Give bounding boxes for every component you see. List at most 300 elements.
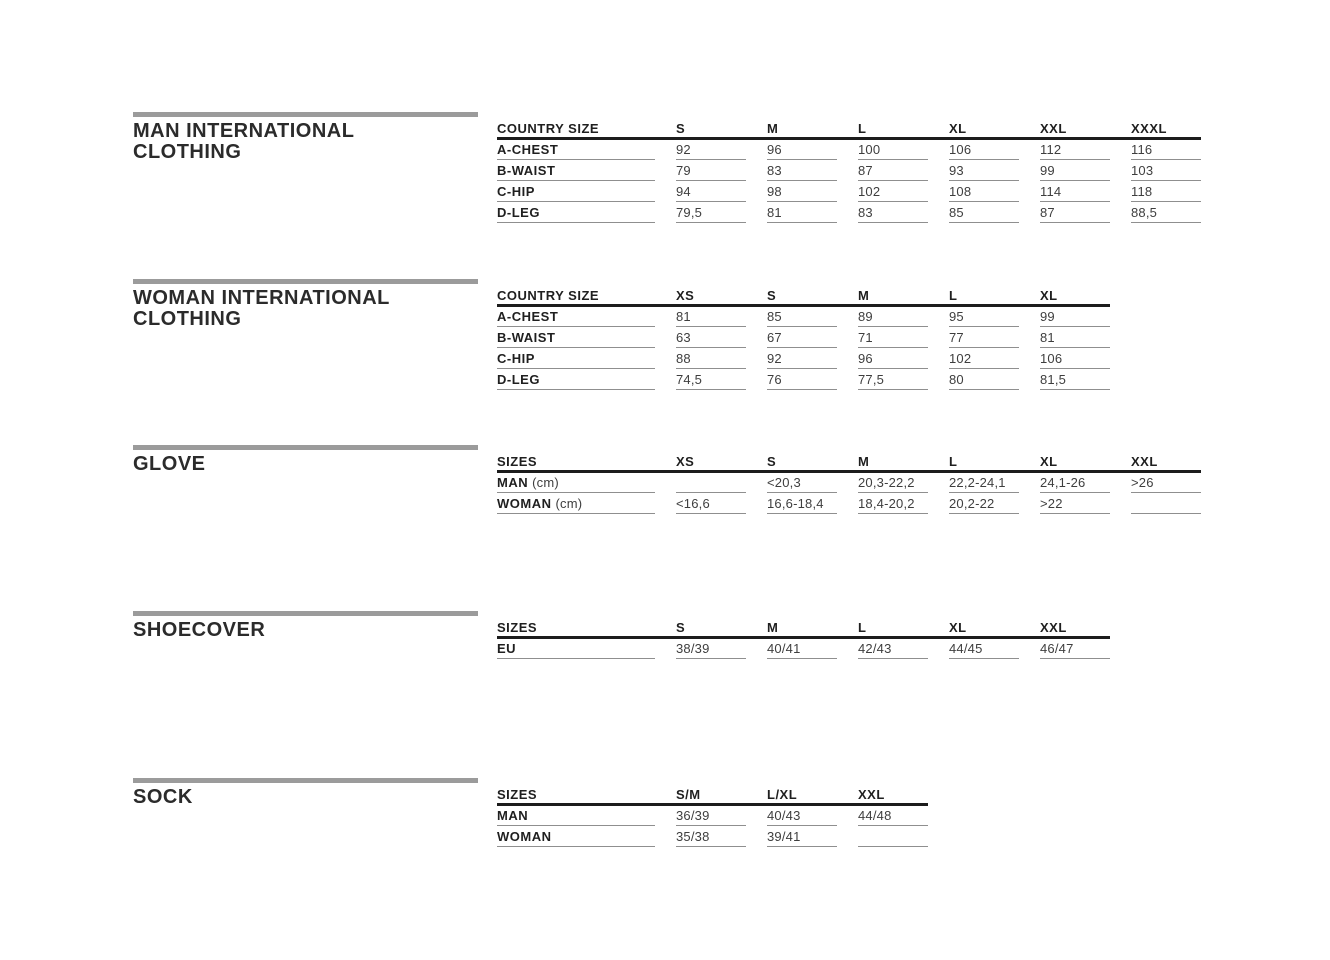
cell-value: 77	[949, 330, 964, 345]
cell-underline	[858, 180, 928, 181]
table-header-row	[497, 454, 1222, 470]
column-header: S	[767, 454, 777, 469]
table-cell	[676, 205, 767, 226]
table-cell	[767, 205, 858, 226]
cell-underline	[1040, 159, 1110, 160]
table-cell	[858, 351, 949, 372]
table-cell	[767, 808, 858, 829]
table-cell	[767, 641, 858, 662]
row-label: B-WAIST	[497, 163, 556, 178]
cell-underline	[676, 389, 746, 390]
cell-underline	[767, 658, 837, 659]
table-header-row	[497, 620, 1131, 636]
column-header: L	[858, 620, 867, 635]
cell-value: 44/48	[858, 808, 892, 823]
table-cell	[1131, 184, 1222, 205]
cell-value: 67	[767, 330, 782, 345]
row-label: MAN	[497, 475, 529, 490]
cell-underline	[767, 222, 837, 223]
cell-underline	[676, 513, 746, 514]
table-header-rule	[497, 636, 1110, 639]
table-cell	[1040, 496, 1131, 517]
table-row	[497, 808, 949, 829]
table-cell	[676, 184, 767, 205]
cell-underline	[767, 513, 837, 514]
table-cell	[949, 205, 1040, 226]
row-label: EU	[497, 641, 517, 656]
table-header-label: SIZES	[497, 454, 538, 469]
cell-value: 36/39	[676, 808, 710, 823]
table-cell	[676, 330, 767, 351]
cell-value: 83	[858, 205, 873, 220]
row-label: C-HIP	[497, 351, 535, 366]
table-cell	[949, 184, 1040, 205]
cell-underline	[497, 846, 655, 847]
table-cell	[676, 641, 767, 662]
table-cell	[767, 309, 858, 330]
table-cell	[858, 330, 949, 351]
section-accent-bar	[133, 778, 478, 783]
table-cell	[1040, 205, 1131, 226]
cell-underline	[767, 326, 837, 327]
cell-underline	[497, 513, 655, 514]
section-title-line: CLOTHING	[133, 141, 242, 163]
column-header: XL	[1040, 454, 1058, 469]
column-header: S/M	[676, 787, 701, 802]
cell-value: 96	[858, 351, 873, 366]
cell-underline	[497, 492, 655, 493]
cell-value: 74,5	[676, 372, 703, 387]
cell-underline	[767, 492, 837, 493]
cell-underline	[1131, 492, 1201, 493]
cell-underline	[858, 326, 928, 327]
cell-underline	[1040, 326, 1110, 327]
cell-underline	[497, 825, 655, 826]
table-header-label: COUNTRY SIZE	[497, 121, 600, 136]
cell-value: 102	[858, 184, 881, 199]
section-sock	[133, 778, 1223, 938]
table-cell	[858, 808, 949, 829]
cell-value: 116	[1131, 142, 1153, 157]
size-table	[497, 454, 1222, 517]
row-label: WOMAN	[497, 829, 552, 844]
cell-underline	[858, 658, 928, 659]
section-man-international-clothing	[133, 112, 1223, 272]
section-accent-bar	[133, 279, 478, 284]
cell-underline	[949, 658, 1019, 659]
cell-value: 38/39	[676, 641, 710, 656]
cell-value: 106	[1040, 351, 1063, 366]
section-accent-bar	[133, 112, 478, 117]
row-label-cell	[497, 163, 676, 184]
cell-underline	[676, 825, 746, 826]
table-row	[497, 163, 1222, 184]
cell-value: 20,2-22	[949, 496, 995, 511]
table-cell	[767, 829, 858, 850]
table-cell	[1131, 205, 1222, 226]
table-cell	[1131, 163, 1222, 184]
table-header-row	[497, 288, 1131, 304]
column-header: L/XL	[767, 787, 798, 802]
table-cell	[1040, 475, 1131, 496]
cell-underline	[497, 180, 655, 181]
table-cell	[1040, 330, 1131, 351]
cell-value: 98	[767, 184, 782, 199]
cell-value: 76	[767, 372, 782, 387]
section-title	[133, 121, 483, 163]
table-cell	[858, 205, 949, 226]
table-row	[497, 205, 1222, 226]
table-cell	[676, 829, 767, 850]
cell-underline	[676, 222, 746, 223]
table-header-rule	[497, 304, 1110, 307]
row-label: B-WAIST	[497, 330, 556, 345]
cell-value: 88,5	[1131, 205, 1158, 220]
section-title-line: WOMAN INTERNATIONAL	[133, 287, 390, 309]
table-cell	[1040, 142, 1131, 163]
cell-underline	[767, 825, 837, 826]
cell-value: 108	[949, 184, 972, 199]
cell-underline	[676, 368, 746, 369]
cell-value: >26	[1131, 475, 1154, 490]
table-cell	[767, 330, 858, 351]
row-label: C-HIP	[497, 184, 535, 199]
cell-underline	[1040, 492, 1110, 493]
cell-value: 92	[676, 142, 691, 157]
row-label-cell	[497, 829, 676, 850]
cell-underline	[497, 658, 655, 659]
cell-value: 106	[949, 142, 972, 157]
section-shoecover	[133, 611, 1223, 771]
table-cell	[949, 309, 1040, 330]
table-cell	[949, 475, 1040, 496]
cell-underline	[949, 326, 1019, 327]
cell-underline	[767, 201, 837, 202]
table-cell	[858, 184, 949, 205]
size-table	[497, 121, 1222, 226]
section-title-line: MAN INTERNATIONAL	[133, 120, 355, 142]
table-row	[497, 641, 1131, 662]
row-label-cell	[497, 184, 676, 205]
cell-underline	[676, 201, 746, 202]
section-title	[133, 454, 483, 475]
cell-value: 46/47	[1040, 641, 1074, 656]
section-accent-bar	[133, 445, 478, 450]
cell-underline	[767, 159, 837, 160]
column-header: S	[676, 121, 686, 136]
column-header: L	[949, 454, 958, 469]
cell-underline	[676, 658, 746, 659]
cell-value: 20,3-22,2	[858, 475, 915, 490]
column-header: XXL	[1040, 121, 1067, 136]
cell-underline	[949, 347, 1019, 348]
cell-underline	[1131, 159, 1201, 160]
cell-underline	[767, 368, 837, 369]
cell-underline	[1040, 658, 1110, 659]
table-cell	[1040, 351, 1131, 372]
cell-value: 42/43	[858, 641, 892, 656]
cell-underline	[497, 368, 655, 369]
table-cell	[676, 808, 767, 829]
column-header: S	[767, 288, 777, 303]
row-label-cell	[497, 808, 676, 829]
column-header: XS	[676, 454, 695, 469]
table-cell	[858, 372, 949, 393]
cell-underline	[676, 492, 746, 493]
column-header: L	[949, 288, 958, 303]
table-cell	[949, 372, 1040, 393]
cell-value: 81	[676, 309, 691, 324]
table-cell	[858, 475, 949, 496]
cell-value: 87	[1040, 205, 1055, 220]
table-cell	[767, 475, 858, 496]
column-header: XS	[676, 288, 695, 303]
table-cell	[949, 351, 1040, 372]
cell-underline	[497, 222, 655, 223]
cell-value: 35/38	[676, 829, 710, 844]
column-header: XXL	[858, 787, 885, 802]
table-cell	[767, 184, 858, 205]
column-header: XL	[949, 121, 967, 136]
cell-underline	[676, 159, 746, 160]
cell-underline	[858, 492, 928, 493]
cell-underline	[949, 368, 1019, 369]
cell-value: 63	[676, 330, 691, 345]
table-cell	[1040, 372, 1131, 393]
cell-underline	[676, 347, 746, 348]
cell-underline	[497, 201, 655, 202]
cell-underline	[1040, 201, 1110, 202]
cell-value: <16,6	[676, 496, 710, 511]
table-cell	[676, 372, 767, 393]
cell-value: 81,5	[1040, 372, 1067, 387]
cell-value: >22	[1040, 496, 1063, 511]
table-cell	[767, 351, 858, 372]
cell-underline	[858, 201, 928, 202]
cell-value: 85	[949, 205, 964, 220]
cell-value: 79,5	[676, 205, 703, 220]
row-label-cell	[497, 496, 676, 517]
table-cell	[1040, 641, 1131, 662]
row-label: WOMAN	[497, 496, 552, 511]
section-title-line: SHOECOVER	[133, 619, 266, 641]
cell-value: 79	[676, 163, 691, 178]
cell-value: 102	[949, 351, 972, 366]
table-cell	[949, 330, 1040, 351]
cell-value: <20,3	[767, 475, 801, 490]
row-label-cell	[497, 309, 676, 330]
section-accent-bar	[133, 611, 478, 616]
cell-underline	[858, 222, 928, 223]
section-title-line: GLOVE	[133, 453, 206, 475]
column-header: M	[767, 121, 779, 136]
table-row	[497, 475, 1222, 496]
section-woman-international-clothing	[133, 279, 1223, 439]
table-header-label: SIZES	[497, 620, 538, 635]
cell-value: 71	[858, 330, 873, 345]
size-table	[497, 787, 949, 850]
cell-value: 88	[676, 351, 691, 366]
table-header-rule	[497, 137, 1201, 140]
table-cell	[676, 163, 767, 184]
cell-value: 85	[767, 309, 782, 324]
section-title	[133, 787, 483, 808]
cell-value: 103	[1131, 163, 1154, 178]
cell-underline	[1131, 513, 1201, 514]
cell-underline	[858, 368, 928, 369]
table-cell	[676, 142, 767, 163]
cell-value: 80	[949, 372, 964, 387]
table-cell	[1131, 496, 1222, 517]
table-cell	[858, 496, 949, 517]
table-cell	[1040, 163, 1131, 184]
table-cell	[949, 641, 1040, 662]
table-header-rule	[497, 803, 928, 806]
cell-value: 40/43	[767, 808, 801, 823]
table-cell	[1040, 184, 1131, 205]
cell-underline	[1040, 347, 1110, 348]
table-cell	[676, 475, 767, 496]
cell-value: 87	[858, 163, 873, 178]
cell-value: 99	[1040, 163, 1055, 178]
cell-value: 94	[676, 184, 691, 199]
row-label-cell	[497, 351, 676, 372]
table-row	[497, 142, 1222, 163]
column-header: XL	[949, 620, 967, 635]
row-label-cell	[497, 641, 676, 662]
table-row	[497, 829, 949, 850]
table-cell	[1131, 475, 1222, 496]
column-header: XL	[1040, 288, 1058, 303]
cell-value: 83	[767, 163, 782, 178]
cell-value: 93	[949, 163, 964, 178]
size-table	[497, 620, 1131, 662]
table-cell	[858, 142, 949, 163]
cell-value: 44/45	[949, 641, 983, 656]
cell-underline	[767, 389, 837, 390]
row-label: D-LEG	[497, 205, 540, 220]
cell-underline	[858, 347, 928, 348]
column-header: L	[858, 121, 867, 136]
cell-value: 118	[1131, 184, 1153, 199]
section-title-line: CLOTHING	[133, 308, 242, 330]
cell-value: 112	[1040, 142, 1062, 157]
section-title	[133, 288, 483, 330]
cell-underline	[949, 201, 1019, 202]
section-title	[133, 620, 483, 641]
table-cell	[858, 829, 949, 850]
cell-value: 18,4-20,2	[858, 496, 915, 511]
table-cell	[767, 496, 858, 517]
column-header: M	[858, 288, 870, 303]
table-cell	[1131, 142, 1222, 163]
cell-underline	[858, 825, 928, 826]
table-cell	[1040, 309, 1131, 330]
row-label-cell	[497, 372, 676, 393]
cell-underline	[949, 222, 1019, 223]
cell-underline	[676, 326, 746, 327]
cell-underline	[1131, 180, 1201, 181]
cell-underline	[1040, 222, 1110, 223]
row-label: D-LEG	[497, 372, 540, 387]
cell-value: 24,1-26	[1040, 475, 1086, 490]
cell-value: 100	[858, 142, 881, 157]
column-header: M	[767, 620, 779, 635]
cell-underline	[1040, 389, 1110, 390]
cell-value: 114	[1040, 184, 1062, 199]
cell-underline	[676, 846, 746, 847]
cell-underline	[949, 513, 1019, 514]
cell-value: 77,5	[858, 372, 885, 387]
row-label-unit: (cm)	[555, 496, 583, 511]
table-cell	[949, 496, 1040, 517]
cell-underline	[858, 846, 928, 847]
cell-value: 92	[767, 351, 782, 366]
cell-underline	[949, 389, 1019, 390]
cell-underline	[497, 326, 655, 327]
cell-underline	[497, 159, 655, 160]
row-label-cell	[497, 330, 676, 351]
cell-underline	[676, 180, 746, 181]
column-header: XXL	[1131, 454, 1158, 469]
table-header-rule	[497, 470, 1201, 473]
table-row	[497, 330, 1131, 351]
table-cell	[676, 351, 767, 372]
column-header: M	[858, 454, 870, 469]
column-header: XXXL	[1131, 121, 1167, 136]
table-cell	[676, 496, 767, 517]
cell-underline	[1040, 368, 1110, 369]
table-row	[497, 496, 1222, 517]
table-row	[497, 351, 1131, 372]
table-cell	[858, 163, 949, 184]
cell-underline	[1131, 222, 1201, 223]
row-label-cell	[497, 475, 676, 496]
table-cell	[767, 163, 858, 184]
section-glove	[133, 445, 1223, 605]
table-cell	[949, 163, 1040, 184]
table-header-label: COUNTRY SIZE	[497, 288, 600, 303]
cell-underline	[949, 492, 1019, 493]
table-cell	[676, 309, 767, 330]
table-row	[497, 372, 1131, 393]
table-cell	[767, 372, 858, 393]
table-header-label: SIZES	[497, 787, 538, 802]
cell-underline	[949, 159, 1019, 160]
cell-underline	[858, 389, 928, 390]
table-cell	[858, 641, 949, 662]
row-label-unit: (cm)	[532, 475, 559, 490]
cell-value: 40/41	[767, 641, 801, 656]
cell-underline	[497, 389, 655, 390]
cell-underline	[1040, 180, 1110, 181]
row-label: A-CHEST	[497, 142, 559, 157]
cell-value: 95	[949, 309, 964, 324]
table-row	[497, 309, 1131, 330]
table-cell	[858, 309, 949, 330]
cell-underline	[497, 347, 655, 348]
table-cell	[767, 142, 858, 163]
table-header-row	[497, 787, 949, 803]
column-header: XXL	[1040, 620, 1067, 635]
row-label: A-CHEST	[497, 309, 559, 324]
size-table	[497, 288, 1131, 393]
cell-underline	[767, 180, 837, 181]
row-label-cell	[497, 205, 676, 226]
cell-underline	[858, 159, 928, 160]
column-header: S	[676, 620, 686, 635]
cell-value: 99	[1040, 309, 1055, 324]
